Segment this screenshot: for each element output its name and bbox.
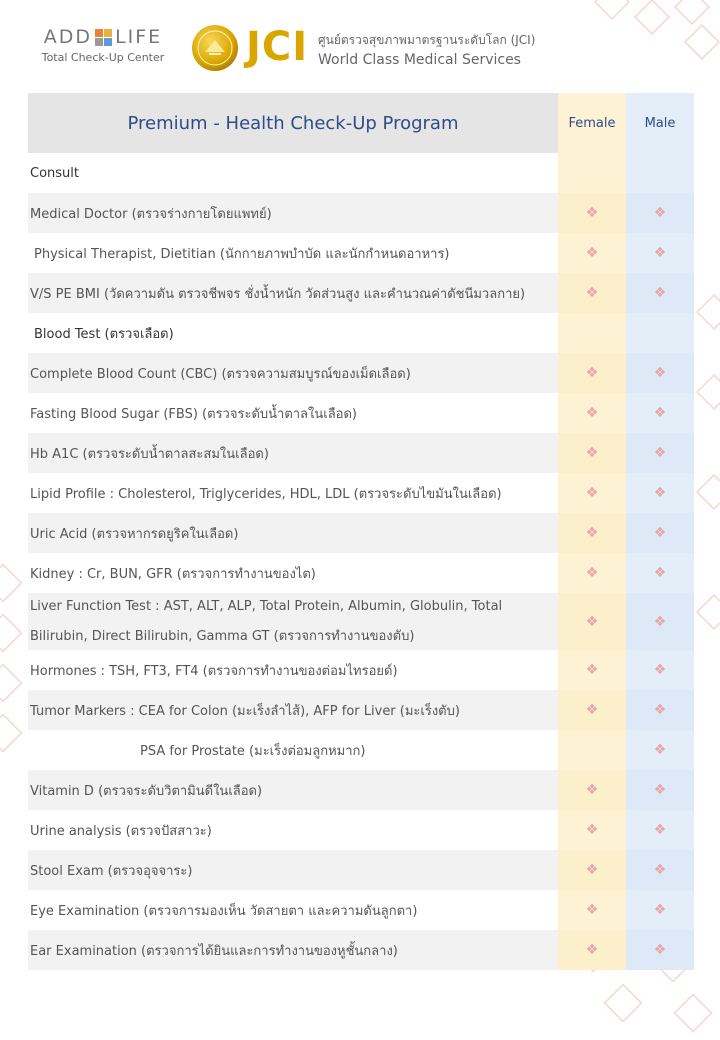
diamond-flower-icon: ❖: [585, 405, 599, 421]
female-cell: [558, 810, 626, 850]
diamond-flower-icon: ❖: [585, 285, 599, 301]
test-label: Vitamin D (ตรวจระดับวิตามินดีในเลือด): [28, 770, 558, 810]
diamond-flower-icon: ❖: [653, 782, 667, 798]
female-cell: [558, 593, 626, 650]
male-cell: [626, 930, 694, 970]
male-cell: [626, 593, 694, 650]
diamond-flower-icon: ❖: [585, 862, 599, 878]
test-label: Medical Doctor (ตรวจร่างกายโดยแพทย์): [28, 193, 558, 233]
male-cell: [626, 890, 694, 930]
female-cell: [558, 930, 626, 970]
decorative-pattern: [690, 280, 720, 700]
page-header: [0, 0, 720, 92]
table-row: [28, 650, 694, 690]
male-cell: [626, 690, 694, 730]
diamond-flower-icon: ❖: [585, 662, 599, 678]
male-cell: [626, 233, 694, 273]
addlife-logo: [40, 26, 166, 64]
female-column-header: Female: [558, 93, 626, 153]
test-label: Stool Exam (ตรวจอุจจาระ): [28, 850, 558, 890]
diamond-flower-icon: ❖: [585, 902, 599, 918]
male-cell: [626, 393, 694, 433]
diamond-flower-icon: ❖: [585, 525, 599, 541]
female-cell: [558, 233, 626, 273]
female-cell: [558, 513, 626, 553]
program-title: Premium - Health Check-Up Program: [28, 93, 558, 153]
test-label: Complete Blood Count (CBC) (ตรวจความสมบูรณ์ของเม็ดเลือด): [28, 353, 558, 393]
table-row: [28, 553, 694, 593]
table-row: [28, 593, 694, 650]
test-label: Liver Function Test : AST, ALT, ALP, Total Protein, Albumin, Globulin, Total Bilirubin, Direct Bilirubin, Gamma GT (ตรวจการทำงานของตับ): [28, 593, 558, 650]
test-label: PSA for Prostate (มะเร็งต่อมลูกหมาก): [140, 743, 366, 759]
diamond-flower-icon: ❖: [585, 245, 599, 261]
test-label: Eye Examination (ตรวจการมองเห็น วัดสายตา และความดันลูกตา): [30, 903, 418, 919]
jci-wordmark: JCI: [246, 24, 309, 70]
test-label: Lipid Profile : Cholesterol, Triglycerides, HDL, LDL (ตรวจระดับไขมันในเลือด): [30, 486, 502, 502]
test-label: Physical Therapist, Dietitian (นักกายภาพบำบัด และนักกำหนดอาหาร): [34, 246, 450, 262]
female-cell: [558, 153, 626, 193]
male-cell: [626, 770, 694, 810]
diamond-flower-icon: ❖: [653, 285, 667, 301]
female-cell: [558, 850, 626, 890]
diamond-flower-icon: ❖: [653, 365, 667, 381]
male-cell: [626, 850, 694, 890]
table-row: [28, 513, 694, 553]
male-cell: [626, 513, 694, 553]
diamond-flower-icon: ❖: [585, 782, 599, 798]
test-label: Uric Acid (ตรวจหากรดยูริคในเลือด): [28, 513, 558, 553]
test-label: Kidney : Cr, BUN, GFR (ตรวจการทำงานของไต): [30, 566, 316, 582]
male-cell: [626, 730, 694, 770]
test-label: Fasting Blood Sugar (FBS) (ตรวจระดับน้ำตาลในเลือด): [30, 406, 357, 422]
female-cell: [558, 890, 626, 930]
test-label: Tumor Markers : CEA for Colon (มะเร็งลำไส้), AFP for Liver (มะเร็งตับ): [28, 690, 558, 730]
female-cell: [558, 433, 626, 473]
section-label: Consult: [30, 165, 79, 181]
female-cell: [558, 393, 626, 433]
checkup-program-table: [28, 93, 694, 970]
test-label: Hb A1C (ตรวจระดับน้ำตาลสะสมในเลือด): [28, 433, 558, 473]
table-row: [28, 473, 694, 513]
diamond-flower-icon: ❖: [585, 365, 599, 381]
diamond-flower-icon: ❖: [653, 662, 667, 678]
diamond-flower-icon: ❖: [653, 245, 667, 261]
male-cell: [626, 153, 694, 193]
test-label: Ear Examination (ตรวจการได้ยินและการทำงานของหูชั้นกลาง): [28, 930, 558, 970]
diamond-flower-icon: ❖: [653, 613, 667, 630]
diamond-flower-icon: ❖: [653, 822, 667, 838]
female-cell: [558, 473, 626, 513]
addlife-wordmark: [40, 26, 166, 48]
section-label: Blood Test (ตรวจเลือด): [34, 326, 174, 342]
brand-right: LIFE: [115, 26, 163, 48]
male-cell: [626, 810, 694, 850]
male-cell: [626, 553, 694, 593]
table-row: [28, 890, 694, 930]
female-cell: [558, 273, 626, 313]
female-cell: [558, 193, 626, 233]
diamond-flower-icon: ❖: [585, 942, 599, 958]
male-cell: [626, 353, 694, 393]
diamond-flower-icon: ❖: [653, 565, 667, 581]
table-row: [28, 850, 694, 890]
table-body: [28, 153, 694, 970]
table-row: [28, 433, 694, 473]
diamond-flower-icon: ❖: [585, 485, 599, 501]
table-row: [28, 930, 694, 970]
table-row: [28, 193, 694, 233]
diamond-flower-icon: ❖: [585, 445, 599, 461]
male-cell: [626, 273, 694, 313]
male-cell: [626, 650, 694, 690]
diamond-flower-icon: ❖: [653, 902, 667, 918]
brand-left: ADD: [43, 26, 93, 48]
test-label: V/S PE BMI (วัดความดัน ตรวจชีพจร ชั่งน้ำหนัก วัดส่วนสูง และคำนวณค่าดัชนีมวลกาย): [28, 273, 558, 313]
diamond-flower-icon: ❖: [653, 742, 667, 758]
female-cell: [558, 770, 626, 810]
diamond-flower-icon: ❖: [653, 862, 667, 878]
jci-thai-tagline: ศูนย์ตรวจสุขภาพมาตรฐานระดับโลก (JCI): [318, 33, 536, 47]
table-row: [28, 393, 694, 433]
table-row: [28, 730, 694, 770]
diamond-flower-icon: ❖: [585, 565, 599, 581]
table-row: [28, 770, 694, 810]
diamond-flower-icon: ❖: [653, 445, 667, 461]
table-header: [28, 93, 694, 153]
diamond-flower-icon: ❖: [585, 822, 599, 838]
male-cell: [626, 313, 694, 353]
female-cell: [558, 730, 626, 770]
male-cell: [626, 193, 694, 233]
test-label: Urine analysis (ตรวจปัสสาวะ): [30, 823, 212, 839]
female-cell: [558, 353, 626, 393]
diamond-flower-icon: ❖: [653, 405, 667, 421]
female-cell: [558, 650, 626, 690]
plus-logo-icon: [95, 29, 112, 46]
diamond-flower-icon: ❖: [653, 525, 667, 541]
diamond-flower-icon: ❖: [653, 702, 667, 718]
table-row: [28, 273, 694, 313]
female-cell: [558, 690, 626, 730]
male-column-header: Male: [626, 93, 694, 153]
diamond-flower-icon: ❖: [653, 942, 667, 958]
jci-tagline: [318, 31, 535, 68]
diamond-flower-icon: ❖: [585, 613, 599, 630]
diamond-flower-icon: ❖: [653, 485, 667, 501]
table-row: [28, 353, 694, 393]
section-row: [28, 153, 694, 193]
brand-subtitle: Total Check-Up Center: [41, 51, 165, 64]
male-cell: [626, 473, 694, 513]
table-row: [28, 233, 694, 273]
diamond-flower-icon: ❖: [585, 702, 599, 718]
female-cell: [558, 553, 626, 593]
section-row: [28, 313, 694, 353]
male-cell: [626, 433, 694, 473]
jci-english-tagline: World Class Medical Services: [318, 52, 521, 68]
diamond-flower-icon: ❖: [653, 205, 667, 221]
table-row: [28, 810, 694, 850]
test-label: Hormones : TSH, FT3, FT4 (ตรวจการทำงานของต่อมไทรอยด์): [30, 663, 398, 679]
female-cell: [558, 313, 626, 353]
jci-gold-seal-icon: [191, 24, 239, 72]
table-row: [28, 690, 694, 730]
diamond-flower-icon: ❖: [585, 205, 599, 221]
